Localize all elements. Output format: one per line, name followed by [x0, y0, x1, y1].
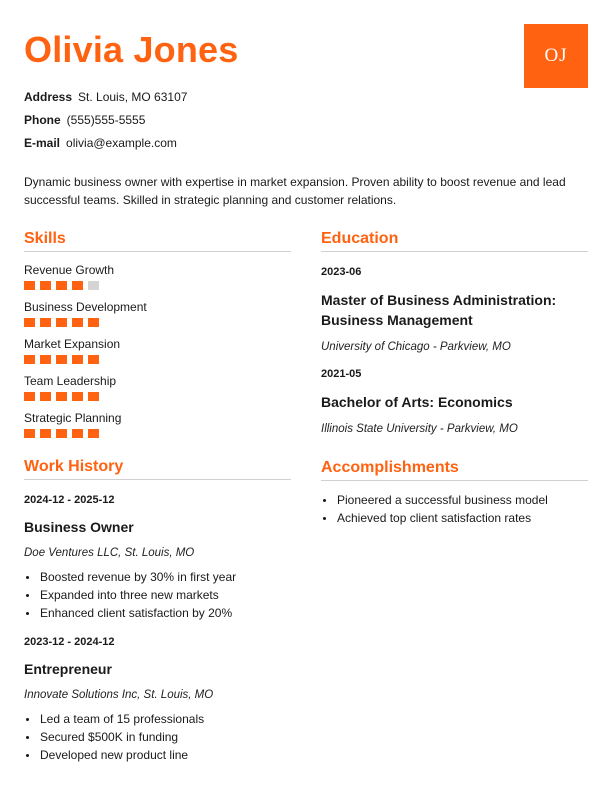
contact-email — [24, 132, 187, 155]
job-title: Business Owner — [24, 519, 134, 535]
skill-item — [24, 300, 291, 327]
job-title: Entrepreneur — [24, 661, 112, 677]
contact-address — [24, 86, 187, 109]
bullet-item: Pioneered a successful business model — [321, 491, 588, 509]
contact-info — [24, 86, 187, 155]
bullet-item: Boosted revenue by 30% in first year — [24, 568, 291, 586]
rating-filled-square — [72, 355, 83, 364]
skill-name: Business Development — [24, 300, 147, 314]
skill-rating — [24, 318, 291, 327]
rating-filled-square — [24, 355, 35, 364]
contact-value: (555)555-5555 — [66, 113, 146, 127]
contact-label: Phone — [24, 113, 61, 127]
rating-filled-square — [24, 318, 35, 327]
rating-filled-square — [24, 392, 35, 401]
skill-item — [24, 337, 291, 364]
rating-filled-square — [56, 281, 67, 290]
skill-name: Revenue Growth — [24, 263, 115, 277]
degree-title: Master of Business Administration: Business Management — [321, 292, 557, 328]
skill-item — [24, 263, 291, 290]
accomplishments-section — [321, 458, 588, 527]
skill-name: Team Leadership — [24, 374, 117, 388]
skill-rating — [24, 429, 291, 438]
rating-filled-square — [56, 318, 67, 327]
section-title: Accomplishments — [321, 458, 588, 481]
job-dates: 2023-12 - 2024-12 — [24, 636, 115, 648]
job-entry — [24, 493, 291, 622]
rating-filled-square — [40, 392, 51, 401]
job-entry — [24, 635, 291, 764]
skill-rating — [24, 392, 291, 401]
job-company: Doe Ventures LLC, St. Louis, MO — [24, 547, 195, 559]
job-dates: 2024-12 - 2025-12 — [24, 494, 115, 506]
section-title: Skills — [24, 229, 291, 252]
contact-label: E-mail — [24, 136, 61, 150]
graduation-date: 2023-06 — [321, 266, 362, 278]
education-entry — [321, 367, 588, 436]
rating-filled-square — [88, 355, 99, 364]
rating-filled-square — [40, 318, 51, 327]
degree-title: Bachelor of Arts: Economics — [321, 394, 513, 410]
rating-filled-square — [40, 281, 51, 290]
rating-filled-square — [72, 429, 83, 438]
skills-section — [24, 229, 291, 438]
rating-filled-square — [88, 392, 99, 401]
skill-item — [24, 411, 291, 438]
education-entry — [321, 265, 588, 354]
job-bullets — [24, 568, 291, 622]
accomplishment-list — [321, 491, 588, 527]
bullet-item: Expanded into three new markets — [24, 586, 291, 604]
candidate-name: Olivia Jones — [24, 29, 239, 70]
rating-filled-square — [24, 429, 35, 438]
graduation-date: 2021-05 — [321, 368, 362, 380]
rating-filled-square — [56, 392, 67, 401]
rating-filled-square — [40, 355, 51, 364]
professional-summary: Dynamic business owner with expertise in market expansion. Proven ability to boost revenue and lead successful teams. Skilled in strategic planning and customer relations. — [24, 175, 566, 207]
section-title: Education — [321, 229, 588, 252]
rating-filled-square — [88, 429, 99, 438]
job-bullets — [24, 710, 291, 764]
skill-name: Market Expansion — [24, 337, 121, 351]
section-title: Work History — [24, 457, 291, 480]
monogram-badge: OJ — [524, 24, 588, 88]
rating-filled-square — [56, 429, 67, 438]
work-history-section — [24, 457, 291, 764]
skill-name: Strategic Planning — [24, 411, 122, 425]
school-name: Illinois State University - Parkview, MO — [321, 423, 518, 435]
bullet-item: Enhanced client satisfaction by 20% — [24, 604, 291, 622]
bullet-item: Secured $500K in funding — [24, 728, 291, 746]
bullet-item: Developed new product line — [24, 746, 291, 764]
skill-rating — [24, 355, 291, 364]
education-section — [321, 229, 588, 436]
contact-label: Address — [24, 90, 73, 104]
rating-filled-square — [72, 318, 83, 327]
contact-value: olivia@example.com — [66, 136, 177, 150]
rating-filled-square — [88, 318, 99, 327]
rating-filled-square — [40, 429, 51, 438]
job-company: Innovate Solutions Inc, St. Louis, MO — [24, 689, 214, 701]
contact-phone — [24, 109, 187, 132]
rating-filled-square — [72, 392, 83, 401]
rating-filled-square — [72, 281, 83, 290]
rating-empty-square — [88, 281, 99, 290]
skill-rating — [24, 281, 291, 290]
school-name: University of Chicago - Parkview, MO — [321, 341, 511, 353]
skill-item — [24, 374, 291, 401]
bullet-item: Achieved top client satisfaction rates — [321, 509, 588, 527]
contact-value: St. Louis, MO 63107 — [78, 90, 188, 104]
rating-filled-square — [24, 281, 35, 290]
rating-filled-square — [56, 355, 67, 364]
bullet-item: Led a team of 15 professionals — [24, 710, 291, 728]
